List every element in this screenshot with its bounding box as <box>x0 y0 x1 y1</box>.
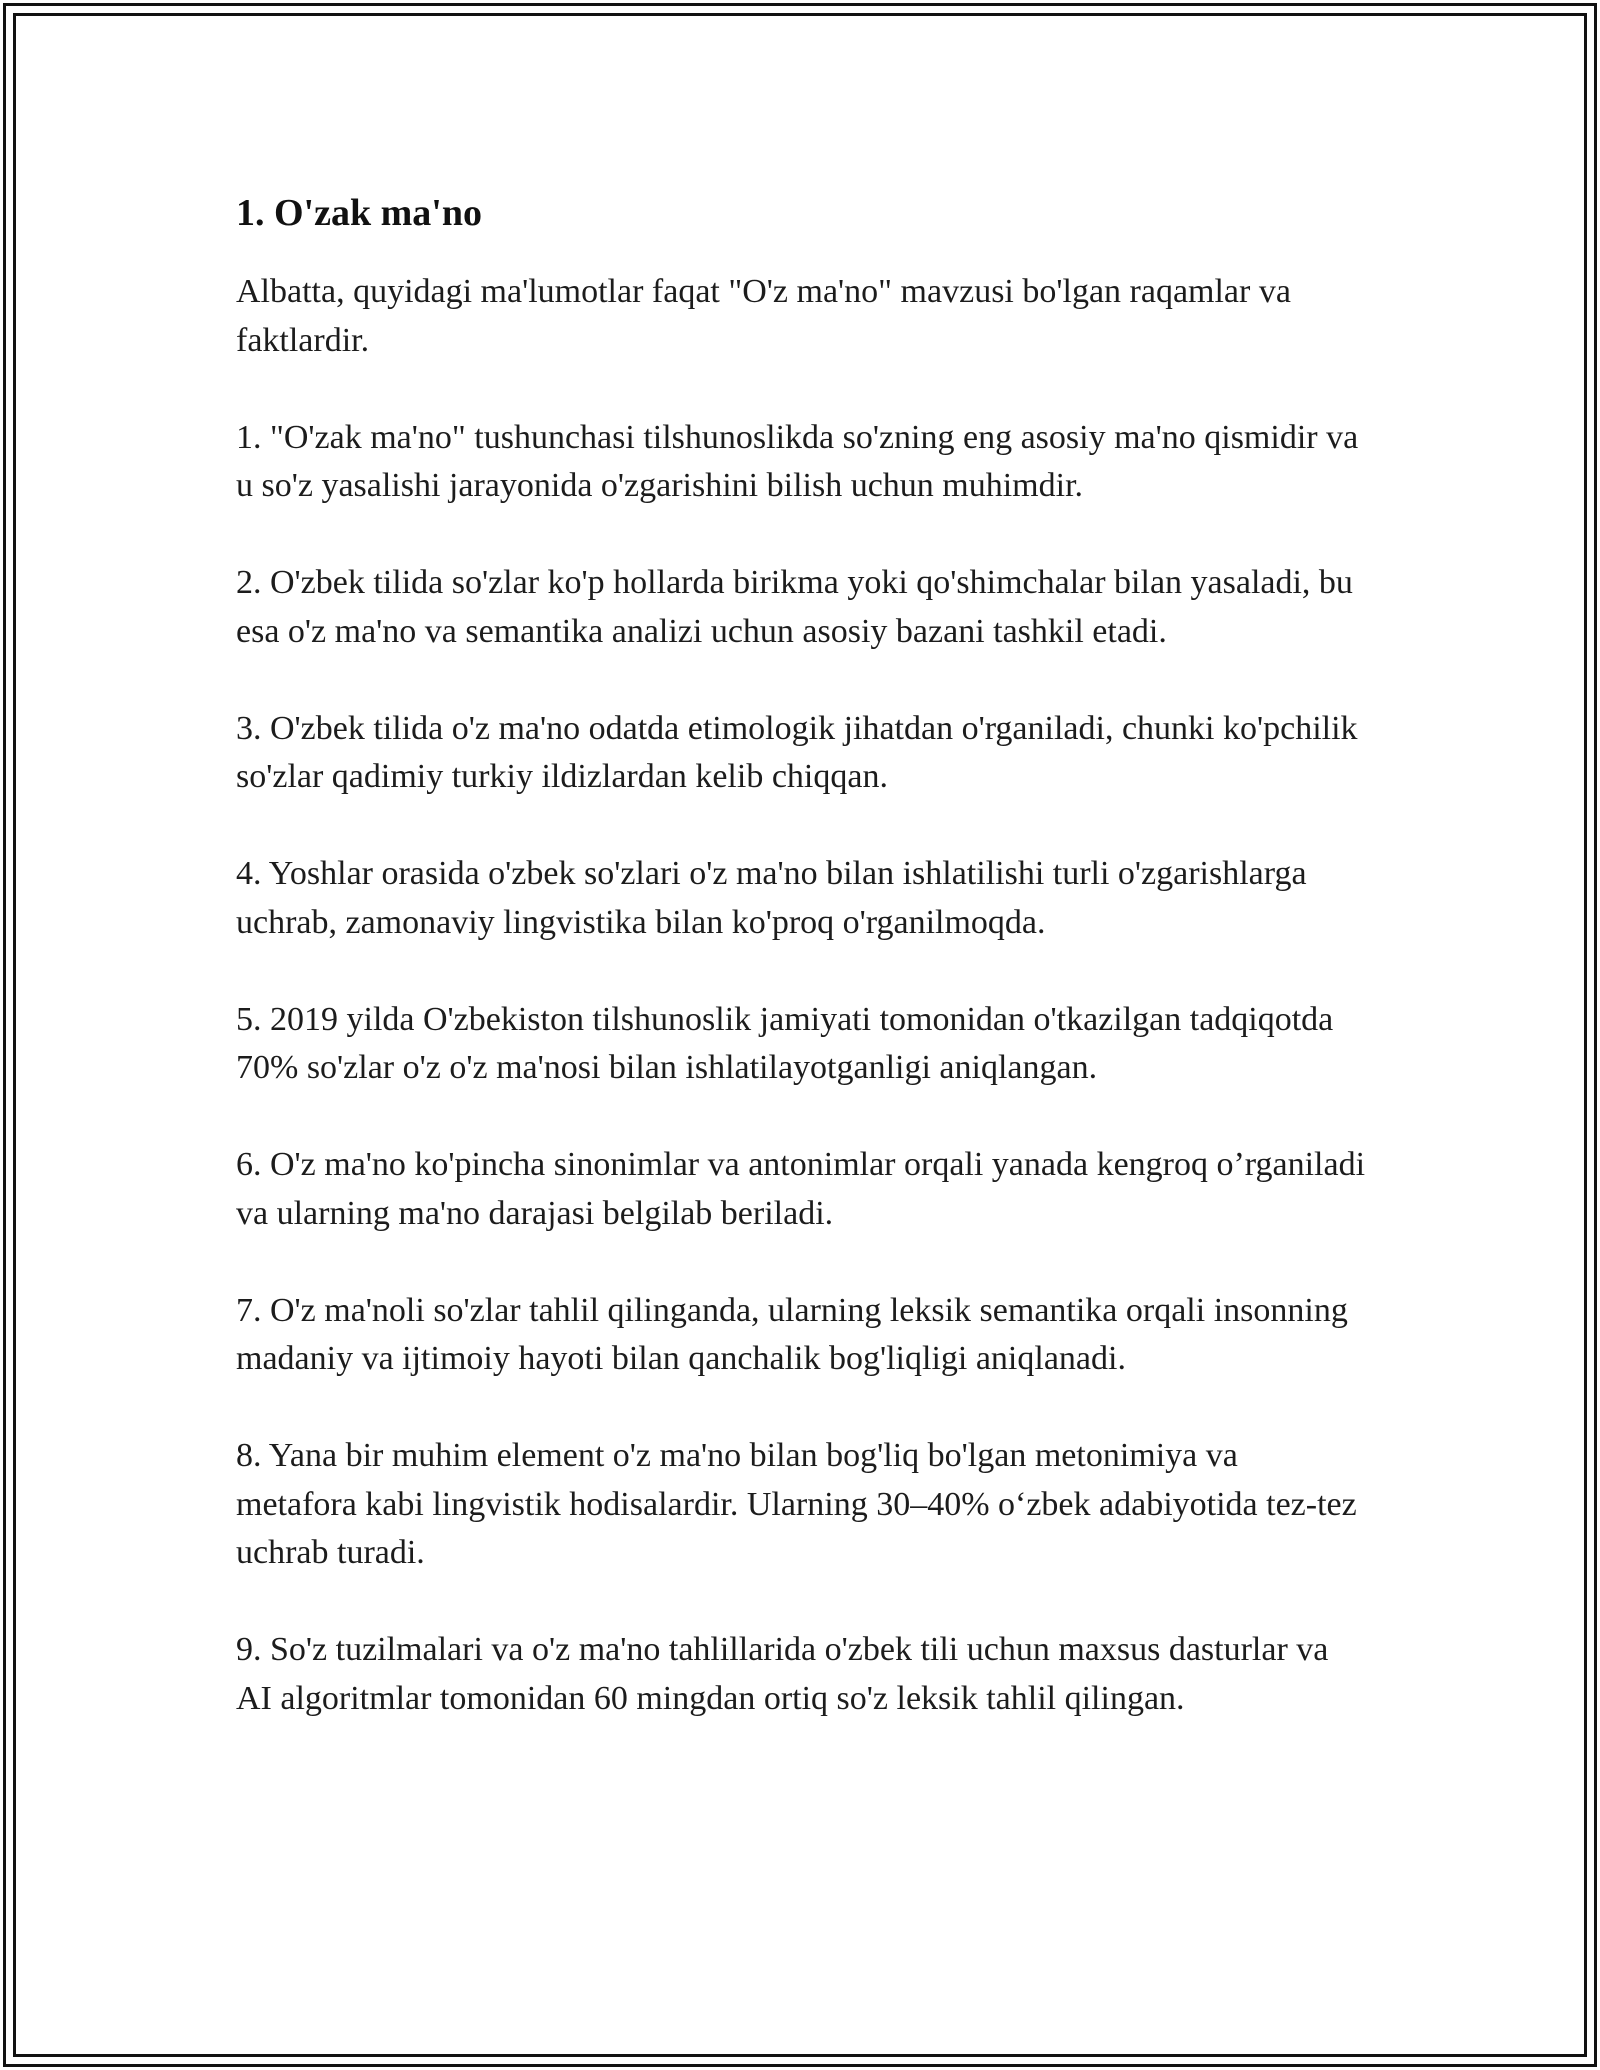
document-body <box>236 188 1366 1772</box>
intro-paragraph: Albatta, quyidagi ma'lumotlar faqat "O'z ma'no" mavzusi bo'lgan raqamlar va faktlardir. <box>236 273 1291 359</box>
fact-item-3: 3. O'zbek tilida o'z ma'no odatda etimologik jihatdan o'rganiladi, chunki ko'pchilik so'zlar qadimiy turkiy ildizlardan kelib chiqqan. <box>236 709 1358 795</box>
fact-item-2: 2. O'zbek tilida so'zlar ko'p hollarda birikma yoki qo'shimchalar bilan yasaladi, bu esa o'z ma'no va semantika analizi uchun asosiy bazani tashkil etadi. <box>236 564 1353 650</box>
fact-item-1: 1. "O'zak ma'no" tushunchasi tilshunoslikda so'zning eng asosiy ma'no qismidir va u so'z yasalishi jarayonida o'zgarishini bilish uchun muhimdir. <box>236 418 1359 504</box>
fact-item-5: 5. 2019 yilda O'zbekiston tilshunoslik jamiyati tomonidan o'tkazilgan tadqiqotda 70% so'zlar o'z o'z ma'nosi bilan ishlatilayotganligi aniqlangan. <box>236 1000 1334 1086</box>
fact-item-7: 7. O'z ma'noli so'zlar tahlil qilinganda, ularning leksik semantika orqali insonning madaniy va ijtimoiy hayoti bilan qanchalik bog'liqligi aniqlanadi. <box>236 1291 1348 1377</box>
fact-item-4: 4. Yoshlar orasida o'zbek so'zlari o'z ma'no bilan ishlatilishi turli o'zgarishlarga uchrab, zamonaviy lingvistika bilan ko'proq o'rganilmoqda. <box>236 855 1307 941</box>
document-heading: 1. O'zak ma'no <box>236 192 482 234</box>
fact-item-8: 8. Yana bir muhim element o'z ma'no bilan bog'liq bo'lgan metonimiya va metafora kabi lingvistik hodisalardir. Ularning 30–40% o‘zbek adabiyotida tez-tez uchrab turadi. <box>236 1437 1357 1571</box>
fact-item-9: 9. So'z tuzilmalari va o'z ma'no tahlillarida o'zbek tili uchun maxsus dasturlar va AI algoritmlar tomonidan 60 mingdan ortiq so'z leksik tahlil qilingan. <box>236 1631 1329 1717</box>
fact-item-6: 6. O'z ma'no ko'pincha sinonimlar va antonimlar orqali yanada kengroq o’rganiladi va ularning ma'no darajasi belgilab beriladi. <box>236 1146 1366 1232</box>
